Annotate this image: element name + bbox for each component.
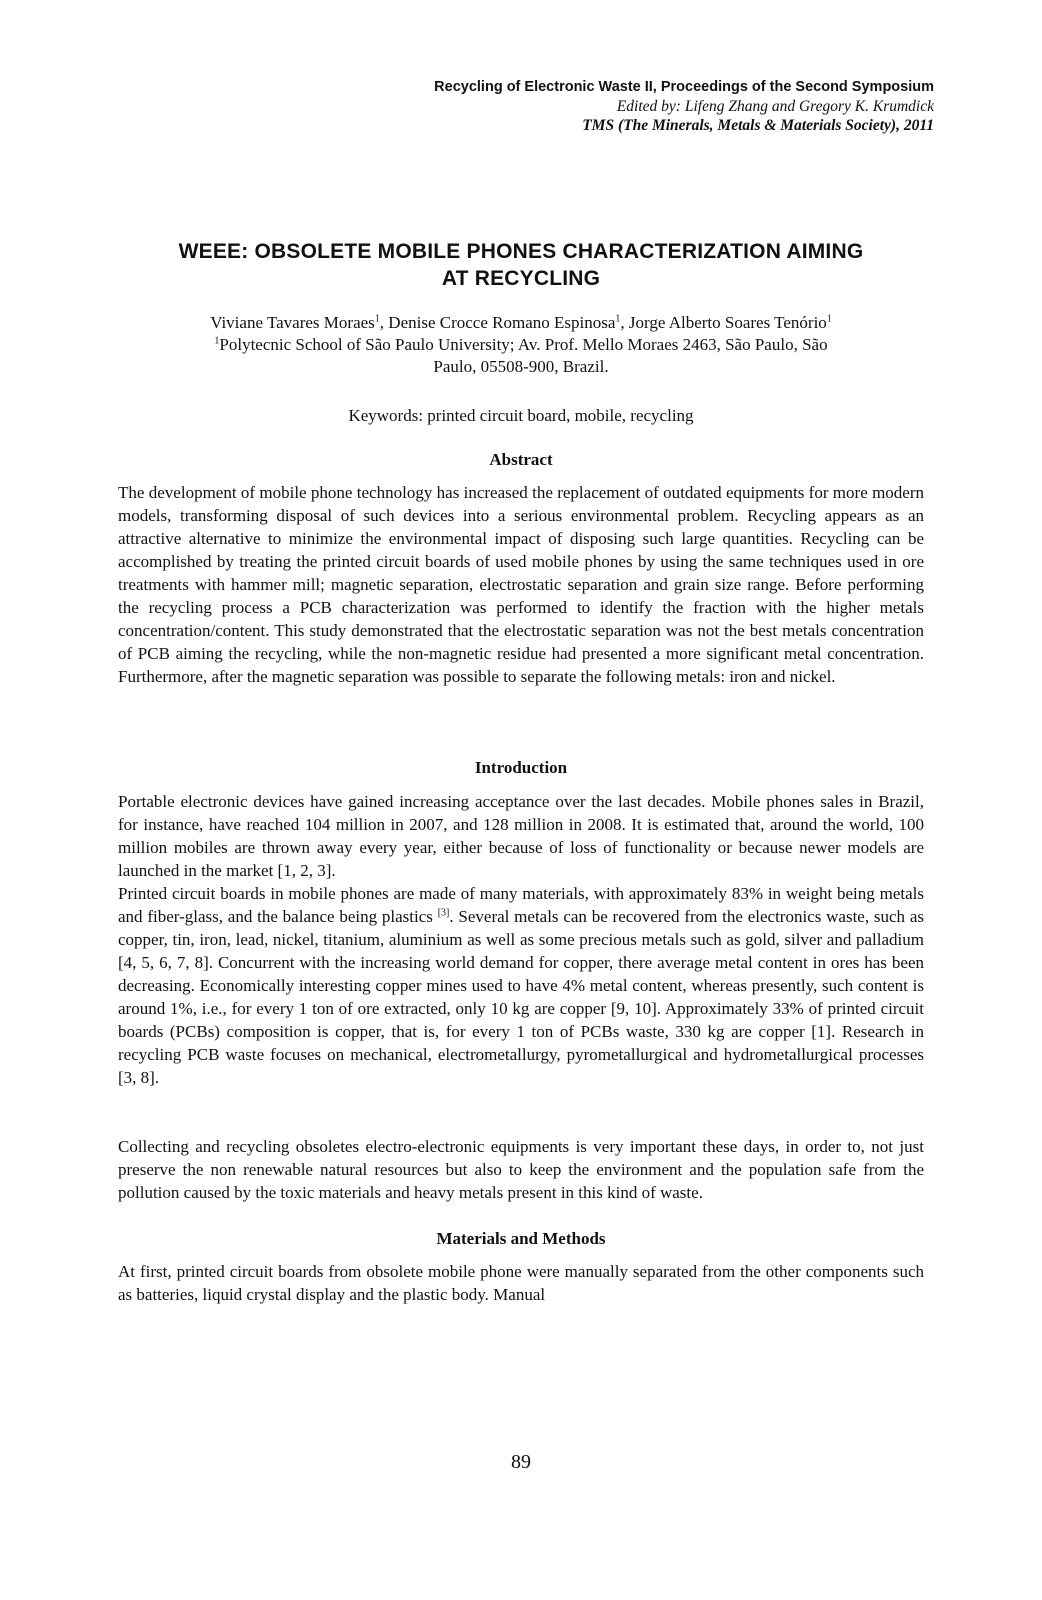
author-1: Viviane Tavares Moraes [210, 313, 375, 332]
proceedings-title: Recycling of Electronic Waste II, Proceedings of the Second Symposium [434, 79, 934, 95]
keywords: Keywords: printed circuit board, mobile, recycling [348, 406, 694, 425]
affiliation-mark: 1 [615, 313, 621, 325]
introduction-paragraph-2 [118, 882, 924, 1089]
affiliation-mark: 1 [214, 335, 220, 347]
methods-paragraph-1: At first, printed circuit boards from obsolete mobile phone were manually separated from the other components such as batteries, liquid crystal display and the plastic body. Manual [118, 1262, 924, 1304]
paper-title-line-1: WEEE: OBSOLETE MOBILE PHONES CHARACTERIZATION AIMING [178, 240, 864, 263]
introduction-paragraph-2-end: . Several metals can be recovered from the electronics waste, such as copper, tin, iron, lead, nickel, titanium, aluminium as well as some precious metals such as gold, silver and palladium [4, 5, 6, 7, 8]. Concurrent with the increasing world demand for copper, there average metal content in ores has been decreasing. Economically interesting copper mines used to have 4% metal content, whereas presently, such content is around 1%, i.e., for every 1 ton of ore extracted, only 10 kg are copper [9, 10]. Approximately 33% of printed circuit boards (PCBs) composition is copper, that is, for every 1 ton of PCBs waste, 330 kg are copper [1]. Research in recycling PCB waste focuses on mechanical, electrometallurgy, pyrometallurgical and hydrometallurgical processes [3, 8]. [118, 907, 924, 1087]
introduction-paragraph-2-start: Printed circuit boards in mobile phones are made of many materials, with approximately 83% in weight being metals and fiber-glass, and the balance being plastics [118, 884, 924, 926]
author-3: , Jorge Alberto Soares Tenório [620, 313, 827, 332]
introduction-heading: Introduction [474, 758, 568, 777]
methods-heading: Materials and Methods [436, 1229, 606, 1248]
abstract-text: The development of mobile phone technology has increased the replacement of outdated equipments for more modern models, transforming disposal of such devices into a serious environmental problem. Recycling appears as an attractive alternative to minimize the environmental impact of disposing such large quantities. Recycling can be accomplished by treating the printed circuit boards of used mobile phones by using the same techniques used in ore treatments with hammer mill; magnetic separation, electrostatic separation and grain size range. Before performing the recycling process a PCB characterization was performed to identify the fraction with the higher metals concentration/content. This study demonstrated that the electrostatic separation was not the best metals concentration of PCB aiming the recycling, while the non-magnetic residue had presented a more significant metal concentration. Furthermore, after the magnetic separation was possible to separate the following metals: iron and nickel. [118, 483, 924, 686]
citation-ref: [3] [437, 907, 450, 919]
affiliation-line-1: Polytecnic School of São Paulo University; Av. Prof. Mello Moraes 2463, São Paulo, São [219, 335, 828, 354]
author-2: , Denise Crocce Romano Espinosa [379, 313, 616, 332]
affiliation-line-2: Paulo, 05508-900, Brazil. [433, 357, 609, 376]
paper-title [118, 238, 924, 292]
page-number: 89 [511, 1451, 531, 1473]
editors: Edited by: Lifeng Zhang and Gregory K. Krumdick [616, 98, 934, 115]
author-list [118, 312, 924, 334]
author-block [118, 312, 924, 378]
paper-title-line-2: AT RECYCLING [441, 267, 601, 290]
introduction-paragraph-3: Collecting and recycling obsoletes electro-electronic equipments is very important these days, in order to, not just preserve the non renewable natural resources but also to keep the environment and the population safe from the pollution caused by the toxic materials and heavy metals present in this kind of waste. [118, 1137, 924, 1202]
abstract-heading: Abstract [489, 450, 553, 469]
introduction-paragraph-1: Portable electronic devices have gained increasing acceptance over the last decades. Mobile phones sales in Brazil, for instance, have reached 104 million in 2007, and 128 million in 2008. It is estimated that, around the world, 100 million mobiles are thrown away every year, either because of loss of functionality or because newer models are launched in the market [1, 2, 3]. [118, 792, 924, 880]
affiliation-mark: 1 [826, 313, 832, 325]
affiliation-mark: 1 [374, 313, 380, 325]
affiliation [118, 334, 924, 356]
publisher: TMS (The Minerals, Metals & Materials Society), 2011 [582, 117, 934, 134]
running-header [360, 78, 934, 135]
